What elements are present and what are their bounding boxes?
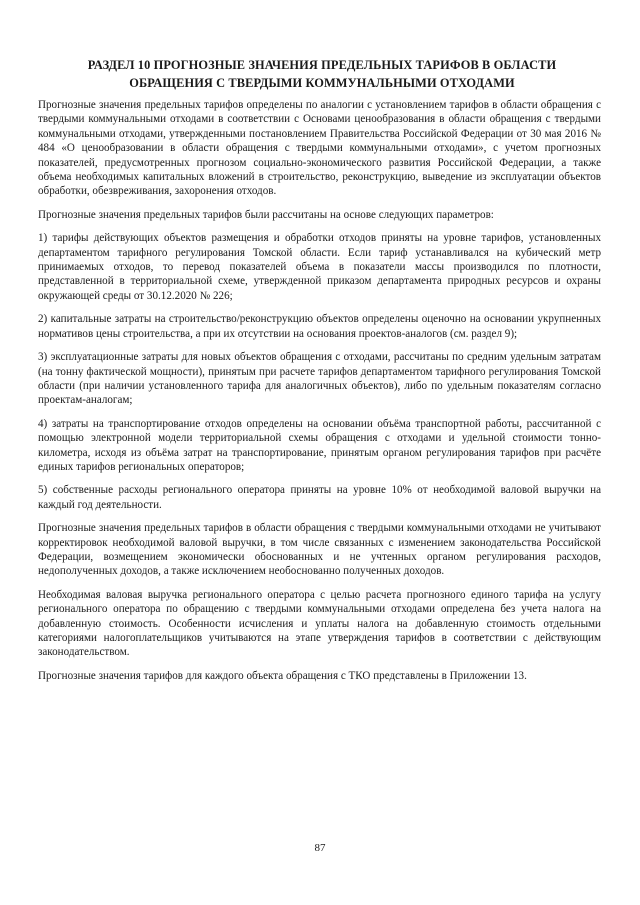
list-item-3: 3) эксплуатационные затраты для новых объектов обращения с отходами, рассчитаны по средним удельным затратам (на тонну фактической мощности), принятым при расчете тарифов департаментом тарифного регулирования Томской области (при наличии установленного тарифа для аналогичных объектов), либо по удельным показателям согласно проектам-аналогам; xyxy=(38,351,601,407)
section-heading-line-2: ОБРАЩЕНИЯ С ТВЕРДЫМИ КОММУНАЛЬНЫМИ ОТХОДАМИ xyxy=(129,76,515,90)
paragraph-appendix: Прогнозные значения тарифов для каждого объекта обращения с ТКО представлены в Приложении 13. xyxy=(38,669,527,682)
list-item-1: 1) тарифы действующих объектов размещения и обработки отходов приняты на уровне тарифов, установленных департаментом тарифного регулирования Томской области. Если тариф устанавливался на кубический метр принимаемых отходов, то перевод показателей объема в показатели массы производился по плотности, представленной в территориальной схеме, утвержденной приказом департамента природных ресурсов и охраны окружающей среды от 30.12.2020 № 226; xyxy=(38,232,601,302)
list-item-5: 5) собственные расходы регионального оператора приняты на уровне 10% от необходимой валовой выручки на каждый год деятельности. xyxy=(38,484,601,511)
paragraph-intro: Прогнозные значения предельных тарифов определены по аналогии с установлением тарифов в области обращения с твердыми коммунальными отходами в соответствии с Основами ценообразования в области обращения с твердыми коммунальными отходами, утвержденными постановлением Правительства Российской Федерации от 30 мая 2016 № 484 «О ценообразовании в области обращения с твердыми коммунальными отходами», с учетом прогнозных показателей, предусмотренных прогнозом социально-экономического развития Российской Федерации, а также объема необходимых капитальных вложений в строительство, реконструкцию, выведение из эксплуатации объектов обработки, обезвреживания, захоронения отходов. xyxy=(38,99,601,198)
list-item-2: 2) капитальные затраты на строительство/реконструкцию объектов определены оценочно на основании укрупненных нормативов цены строительства, а при их отсутствии на основания проектов-аналогов (см. раздел 9); xyxy=(38,313,601,340)
section-heading-line-1: РАЗДЕЛ 10 ПРОГНОЗНЫЕ ЗНАЧЕНИЯ ПРЕДЕЛЬНЫХ ТАРИФОВ В ОБЛАСТИ xyxy=(87,58,557,72)
paragraph-corrections: Прогнозные значения предельных тарифов в области обращения с твердыми коммунальными отходами не учитывают корректировок необходимой валовой выручки, в том числе связанных с изменением законодательства Российской Федерации, возмещением экономически обоснованных и не учтенных органом регулирования расходов, недополученных доходов, а также исключением необоснованно полученных доходов. xyxy=(38,522,601,578)
page-number: 87 xyxy=(314,842,326,854)
body-text xyxy=(38,98,601,692)
list-item-4: 4) затраты на транспортирование отходов определены на основании объёма транспортной работы, рассчитанной с помощью электронной модели территориальной схемы обращения с отходами и удельной стоимости тонно-километра, исходя из объёма затрат на транспортирование, принятым органом регулирования тарифов при расчёте единых тарифов региональных операторов; xyxy=(38,417,601,473)
paragraph-revenue: Необходимая валовая выручка регионального оператора с целью расчета прогнозного единого тарифа на услугу регионального оператора по обращению с твердыми коммунальными отходами определена без учета налога на добавленную стоимость. Особенности исчисления и уплаты налога на добавленную стоимость отдельными категориями налогоплательщиков учитываются на этапе утверждения тарифов в соответствии с действующим законодательством. xyxy=(38,588,601,659)
section-heading xyxy=(60,56,584,92)
paragraph-parameters-lead: Прогнозные значения предельных тарифов были рассчитаны на основе следующих параметров: xyxy=(38,208,494,221)
